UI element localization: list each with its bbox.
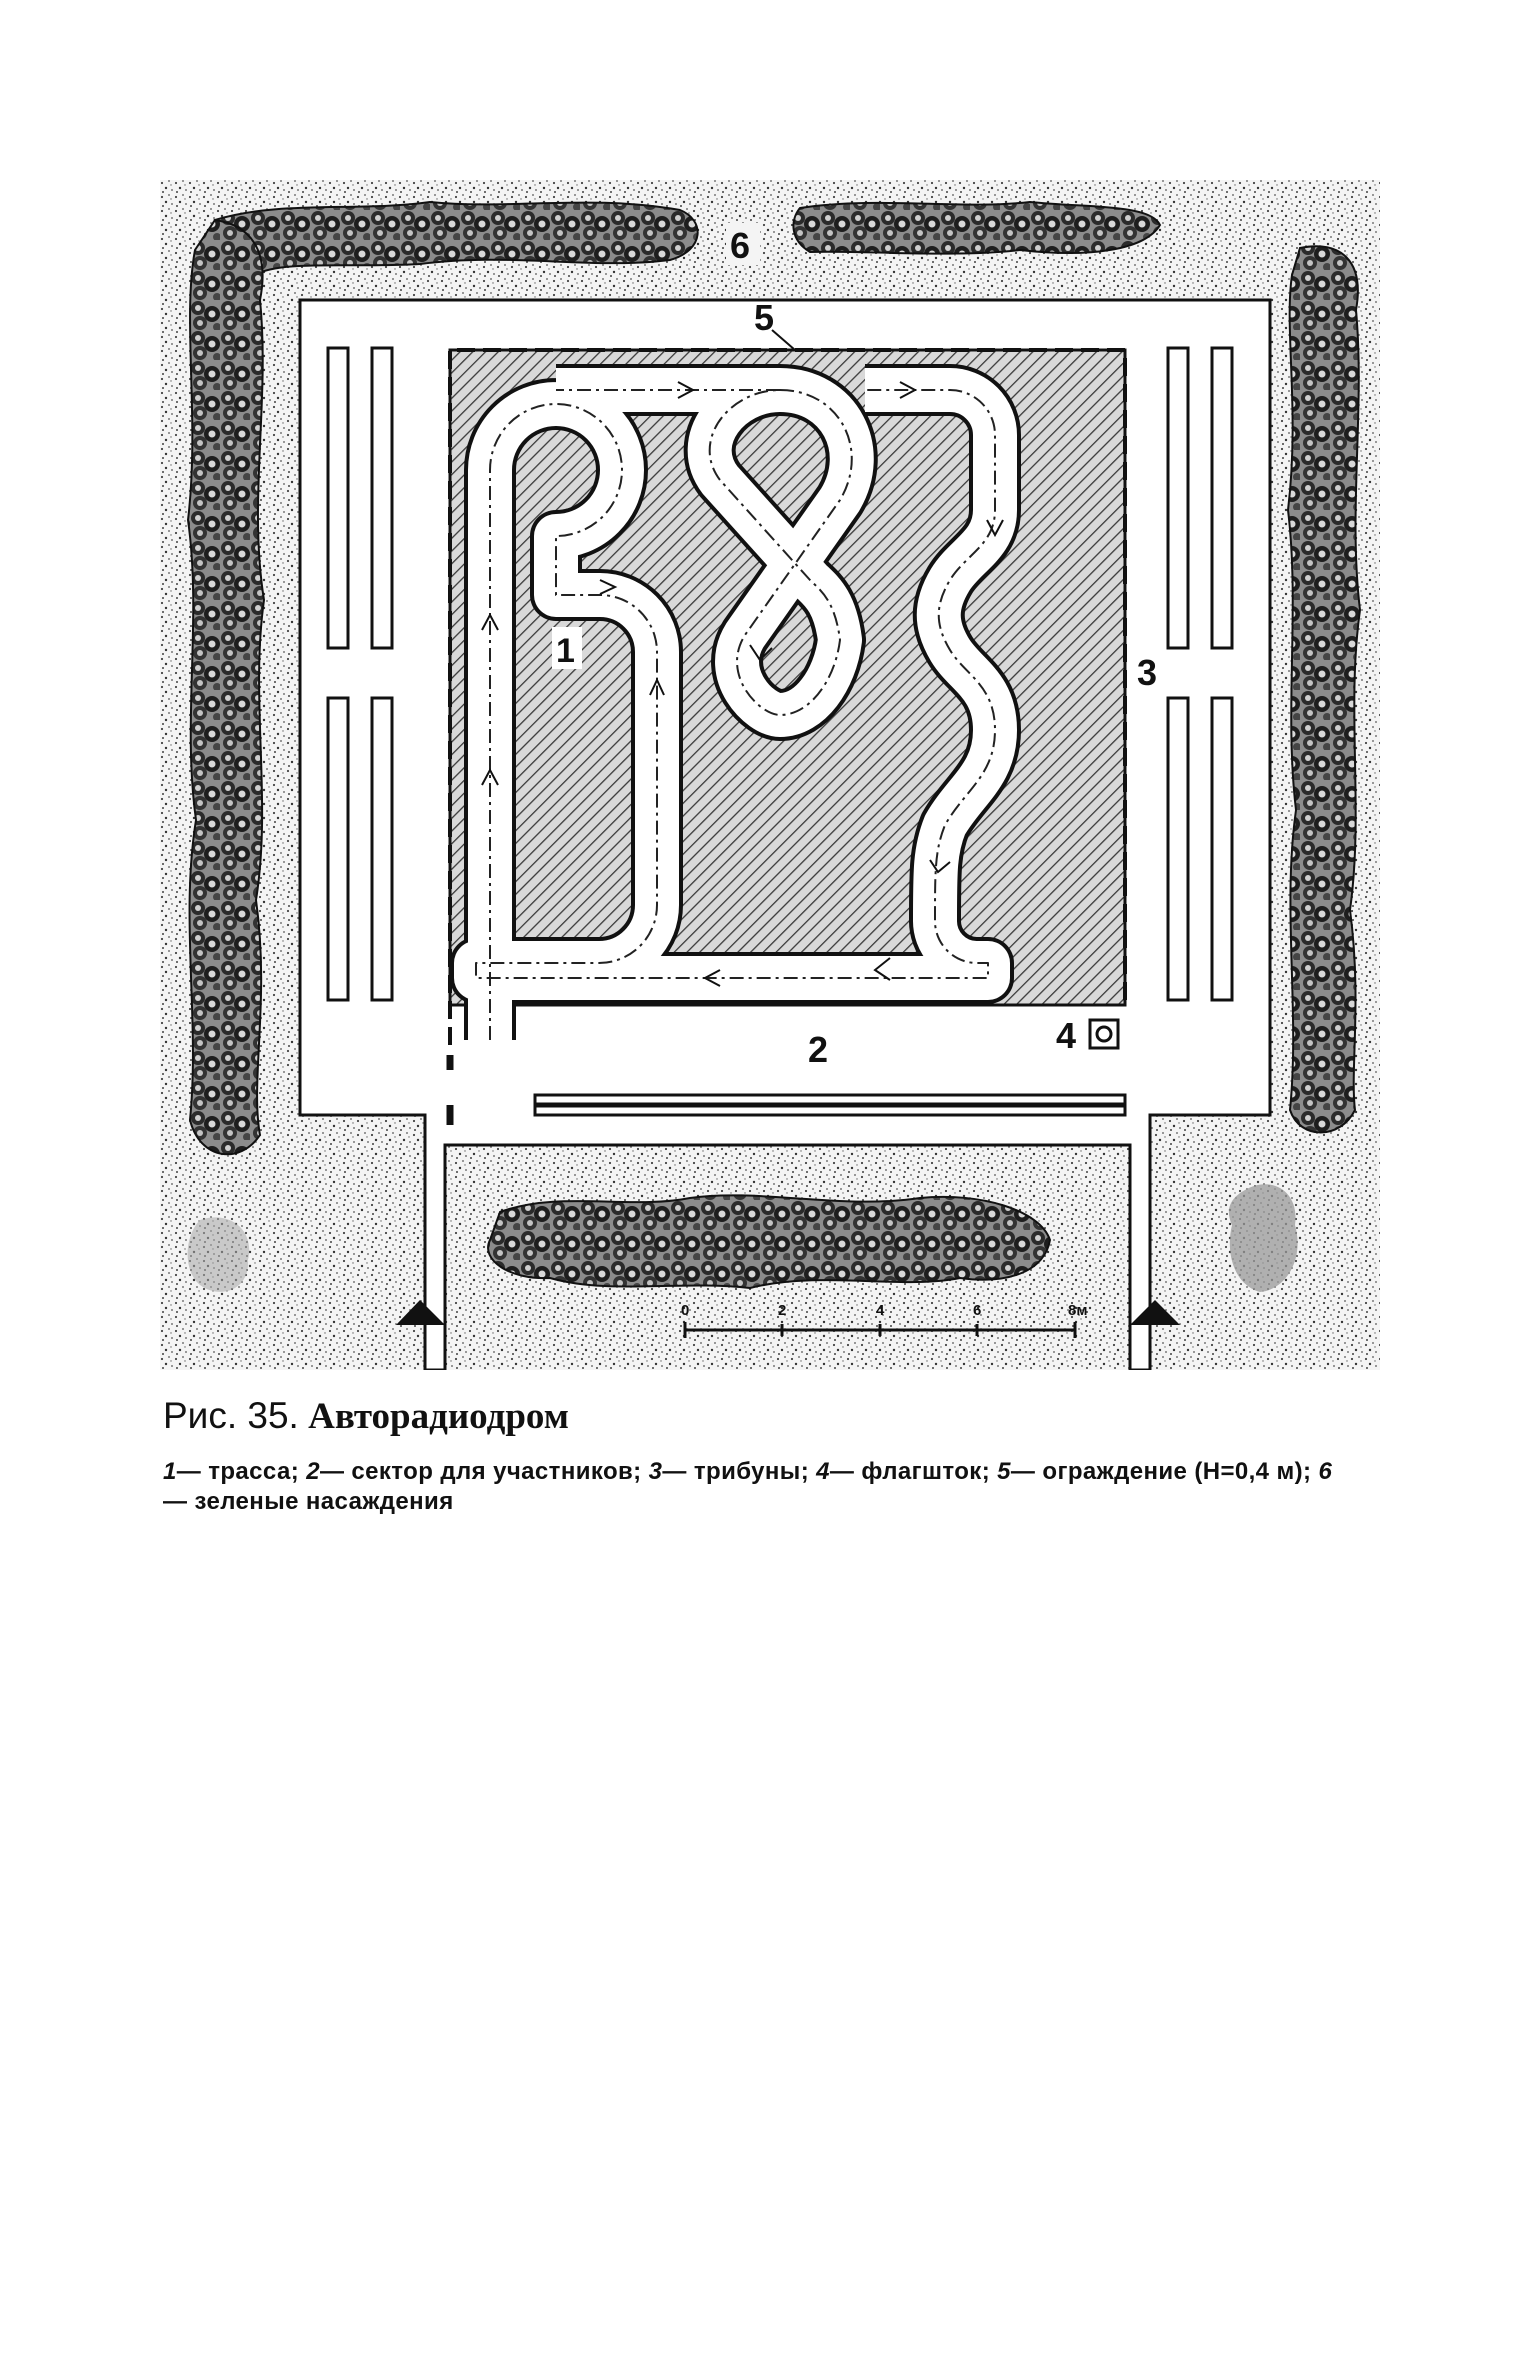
track-field [450, 350, 1125, 1005]
label-stands: 3 [1137, 652, 1158, 693]
hedge-right [1288, 246, 1360, 1132]
legend-text-6: — зеленые насаждения [163, 1488, 454, 1515]
legend-text-1: — трасса; [176, 1458, 300, 1485]
legend-text-3: — трибуны; [662, 1458, 810, 1485]
scale-tick-2: 2 [778, 1302, 787, 1319]
figure-number: Рис. 35. [163, 1395, 299, 1436]
label-participants-sector: 2 [808, 1029, 829, 1070]
legend-text-4: — флагшток; [829, 1458, 991, 1485]
scale-tick-8: 8м [1068, 1302, 1088, 1319]
legend-key-3: 3 [648, 1458, 663, 1485]
scale-tick-6: 6 [973, 1302, 982, 1319]
label-track: 1 [556, 632, 575, 670]
figure-title: Авторадиодром [308, 1396, 569, 1437]
legend-text-5: — ограждение (Н=0,4 м); [1010, 1458, 1312, 1485]
hedge-bottom [488, 1195, 1050, 1288]
shrub-bottom-right [1229, 1184, 1298, 1292]
hedge-left [188, 220, 264, 1154]
scale-tick-0: 0 [681, 1302, 690, 1319]
legend-text-2: — сектор для участников; [319, 1458, 642, 1485]
participants-bench [535, 1095, 1125, 1115]
legend-key-6: 6 [1318, 1458, 1333, 1485]
figure-caption-title [163, 1395, 569, 1438]
scale-tick-4: 4 [876, 1302, 885, 1319]
legend-key-2: 2 [306, 1458, 320, 1485]
site-plan-diagram [160, 180, 1380, 1370]
label-flagpole: 4 [1056, 1015, 1077, 1056]
legend-key-5: 5 [997, 1458, 1011, 1485]
figure-legend [163, 1457, 1343, 1517]
hedge-top-right [793, 202, 1160, 254]
legend-key-1: 1 [163, 1458, 177, 1485]
flagpole-icon [1090, 1020, 1118, 1048]
legend-key-4: 4 [816, 1458, 830, 1485]
label-greenery: 6 [730, 225, 751, 266]
shrub-bottom-left [188, 1217, 250, 1291]
label-fence: 5 [754, 297, 775, 338]
